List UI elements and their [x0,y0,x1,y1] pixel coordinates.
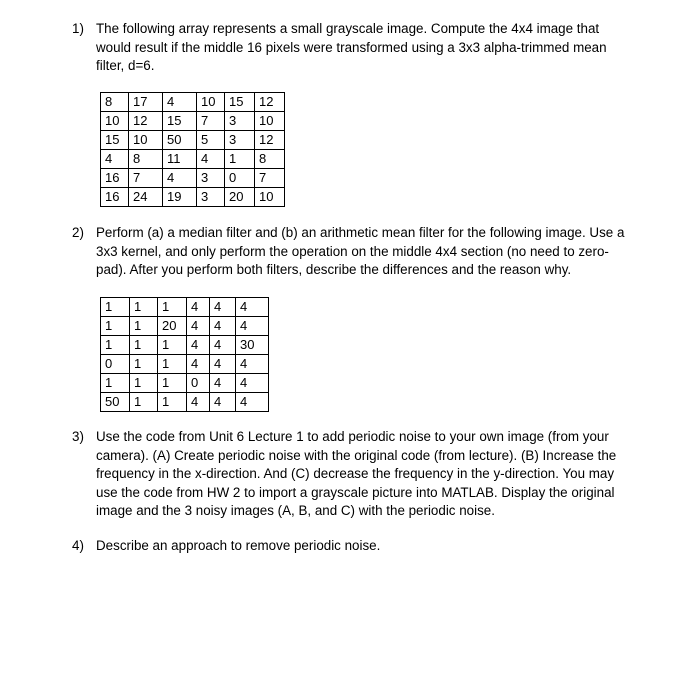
table-cell: 1 [101,336,130,355]
table-row [101,374,269,393]
table-cell: 4 [163,93,197,112]
table-cell: 4 [187,298,210,317]
table-cell: 50 [101,393,130,412]
table-cell: 4 [187,393,210,412]
table-cell: 4 [236,298,269,317]
question-number: 4) [72,538,84,553]
table-cell: 1 [130,336,158,355]
table-cell: 10 [129,131,163,150]
table-cell: 4 [210,393,236,412]
table-cell: 3 [225,112,255,131]
table-cell: 1 [101,298,130,317]
table-cell: 20 [158,317,187,336]
table-cell: 12 [129,112,163,131]
table-cell: 4 [236,374,269,393]
table-cell: 4 [210,336,236,355]
table-cell: 4 [210,317,236,336]
table-cell: 0 [101,355,130,374]
table-cell: 1 [101,317,130,336]
question-2 [72,224,632,280]
table-row [101,336,269,355]
table-cell: 11 [163,150,197,169]
table-cell: 4 [187,355,210,374]
table-cell: 10 [101,112,129,131]
table-cell: 19 [163,188,197,207]
table-cell: 4 [187,336,210,355]
table-cell: 16 [101,169,129,188]
table-cell: 1 [130,393,158,412]
table-row [101,150,285,169]
table-cell: 7 [129,169,163,188]
table-cell: 4 [101,150,129,169]
table-cell: 17 [129,93,163,112]
table-cell: 1 [158,336,187,355]
question-text: Describe an approach to remove periodic noise. [96,538,381,553]
table-cell: 5 [197,131,225,150]
table-cell: 1 [130,374,158,393]
table-cell: 0 [187,374,210,393]
table-cell: 10 [255,188,285,207]
image-array-table-1 [100,92,285,207]
table-cell: 12 [255,131,285,150]
table-cell: 8 [129,150,163,169]
table-cell: 4 [210,298,236,317]
question-number: 2) [72,225,84,240]
table-cell: 15 [163,112,197,131]
table-row [101,93,285,112]
table-cell: 8 [255,150,285,169]
table-cell: 1 [158,355,187,374]
table-row [101,317,269,336]
table-cell: 3 [197,188,225,207]
question-3 [72,428,632,521]
table-cell: 7 [255,169,285,188]
table-row [101,298,269,317]
table-cell: 12 [255,93,285,112]
table-cell: 15 [101,131,129,150]
table-cell: 30 [236,336,269,355]
image-array-table-2 [100,297,269,412]
table-cell: 3 [197,169,225,188]
table-cell: 24 [129,188,163,207]
table-cell: 1 [158,393,187,412]
table-cell: 15 [225,93,255,112]
question-4 [72,537,632,556]
table-cell: 4 [236,355,269,374]
table-cell: 50 [163,131,197,150]
question-text: Perform (a) a median filter and (b) an arithmetic mean filter for the following image. Use a 3x3 kernel, and only perform the operation on the middle 4x4 section (no need to zero-pad). After you perform both filters, describe the differences and the reason why. [96,225,625,277]
table-row [101,188,285,207]
table-cell: 4 [210,374,236,393]
table-cell: 16 [101,188,129,207]
table-cell: 1 [101,374,130,393]
table-cell: 4 [197,150,225,169]
table-cell: 10 [197,93,225,112]
table-cell: 1 [225,150,255,169]
table-cell: 7 [197,112,225,131]
table-cell: 4 [236,317,269,336]
table-row [101,355,269,374]
table-cell: 1 [130,317,158,336]
table-cell: 1 [130,298,158,317]
table-cell: 1 [130,355,158,374]
question-text: Use the code from Unit 6 Lecture 1 to add periodic noise to your own image (from your camera). (A) Create periodic noise with the original code (from lecture). (B) Increase the frequency in the x-direction. And (C) decrease the frequency in the y-direction. You may use the code from HW 2 to import a grayscale picture into MATLAB. Display the original image and the 3 noisy images (A, B, and C) with the periodic noise. [96,429,617,518]
question-number: 3) [72,429,84,444]
table-cell: 4 [187,317,210,336]
table-cell: 10 [255,112,285,131]
table-cell: 1 [158,374,187,393]
question-number: 1) [72,21,84,36]
table-cell: 0 [225,169,255,188]
table-cell: 4 [163,169,197,188]
table-cell: 1 [158,298,187,317]
table-cell: 8 [101,93,129,112]
question-1 [72,20,632,76]
table-cell: 4 [236,393,269,412]
table-cell: 4 [210,355,236,374]
table-row [101,112,285,131]
table-row [101,169,285,188]
table-row [101,393,269,412]
table-cell: 3 [225,131,255,150]
table-row [101,131,285,150]
table-cell: 20 [225,188,255,207]
question-text: The following array represents a small grayscale image. Compute the 4x4 image that would result if the middle 16 pixels were transformed using a 3x3 alpha-trimmed mean filter, d=6. [96,21,607,73]
